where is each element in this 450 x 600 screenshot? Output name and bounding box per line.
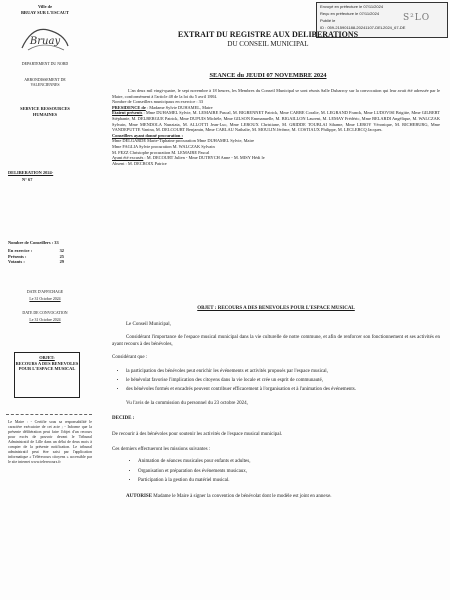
stamp-line-received: Reçu en préfecture le 07/11/2024 xyxy=(320,11,380,16)
objet-box-title: OBJET: xyxy=(39,355,55,360)
list-item: • Organisation et préparation des événements musicaux, xyxy=(138,469,440,475)
vu-avis: Vu l'avis de la commission du personnel du 23 octobre 2024, xyxy=(126,400,248,406)
arrondissement: ARRONDISSEMENT DE VALENCIENNES xyxy=(24,78,66,87)
list-item: • Participation à la gestion du matériel musical. xyxy=(138,478,440,484)
presents-line: Etaient présents : Mme DUHAMEL Sylvie, M. LEMAIRE Pascal, M. BIGRENNET Patrick, Mme CARRE Coralie, M. LEGRAND Franck, Mme LUDOVISI Brigitte, Mme GILBERT Stéphanie, M. DELBERGUE Patrick, Mme DUPUIS Michèle, Mme GILSON Emmanuelle, M. BIGAILLON Laurent, M. LEMAY Frédéric, Mme BELARDI Angélique, M. WALCZAK Sylvain, Mme MENDOLA Nunziata, M. ALLOTTI Jean-Luc, Mme LEROUX Christiane, M. GRIDDE TOUBLAI Sihame, Mme LEROY Véronique, M. RICHEBURG, Mme VANDEPUTTE Vanina, M. DELCOURT Benjamin, Mme CARLAU Nathalie, M. MOULIN Jérôme, M. COSTIAUX Philippe, M. LECLERCQ Jacques. xyxy=(112,110,440,133)
commune-logo xyxy=(18,22,72,56)
legal-notice: Le Maire : - Certifie sous sa responsabilité le caractère exécutoire de cet acte ; - Informe que la présente délibération peut faire l'objet d'un recours pour excès de pouvoir devant le Tribunal Administratif de Lille dans un délai de deux mois à compter de la présente notification. Le tribunal administratif peut être saisi par l'application informatique « Télérecours citoyens » accessible par le site internet www.telerecours.fr xyxy=(8,420,92,464)
deliberation-number: N° 67 xyxy=(22,177,33,182)
considerant-paragraph: Considérant l'importance de l'espace musical municipal dans la vie culturelle de notre commune, et afin de renforcer son fonctionnement et ses activités en ayant recours à des bénévoles, xyxy=(112,335,440,347)
missions-list xyxy=(112,459,440,484)
convocation-label: DATE DE CONVOCATION xyxy=(22,311,68,315)
affichage-date: Le 31 Octobre 2024 xyxy=(29,297,61,301)
considerant-que: Considérant que : xyxy=(112,355,148,361)
list-item: • des bénévoles formés et encadrés peuvent contribuer efficacement à l'organisation et à l'animation des événements. xyxy=(126,387,440,393)
logo-text: Bruay xyxy=(29,36,61,47)
service-name: SERVICE RESSOURCES HUMAINES xyxy=(20,106,70,117)
decide-heading: DECIDE : xyxy=(112,416,135,422)
commune-name: BRUAY SUR L'ESCAUT xyxy=(21,10,69,15)
absent-line: Absent : M. DECROIX Patrice xyxy=(112,160,167,166)
document-subtitle: DU CONSEIL MUNICIPAL xyxy=(227,40,309,48)
procuration-label: Conseillers ayant donné procuration : xyxy=(112,132,183,138)
stamp-line-id: ID : 059-215901188-20241107-DEL2024_67-DE xyxy=(320,25,406,30)
convocation-date: Le 31 Octobre 2024 xyxy=(29,318,61,322)
nombre-line: Nombre de Conseillers municipaux en exercice : 33 xyxy=(112,99,204,105)
objet-box xyxy=(14,352,80,398)
deliberation-label: DELIBERATION 2024- xyxy=(8,170,54,175)
presidence-line: PRESIDENCE de : Madame Sylvie DUHAMEL, Maire xyxy=(112,104,213,110)
handwritten-annotation: S²LO xyxy=(403,13,431,23)
stamp-line-published: Publié le xyxy=(320,18,336,23)
le-conseil: Le Conseil Municipal, xyxy=(126,322,171,327)
autorise-paragraph: AUTORISE Madame le Maire à signer la convention de bénévolat dont le modèle est joint en annexe. xyxy=(126,493,332,499)
objet-heading: OBJET : RECOURS A DES BENEVOLES POUR L'ESPACE MUSICAL xyxy=(197,306,355,311)
stamp-line-sent: Envoyé en préfecture le 07/11/2024 xyxy=(320,4,384,9)
list-item: • le bénévolat favorise l'implication des citoyens dans la vie locale et crée un esprit de communauté, xyxy=(126,378,440,384)
missions-intro: Ces derniers effectueront les missions suivantes : xyxy=(112,447,211,453)
intro-paragraph: L'an deux mil vingt-quatre, le sept novembre à 18 heures, les Membres du Conseil Municipal se sont réunis Salle Dubarroy sur la convocation qui leur avait été adressée par le Maire, conformément à l'article 48 de la loi du 5 avril 1884. xyxy=(112,88,440,99)
seance-date: SEANCE du JEUDI 07 NOVEMBRE 2024 xyxy=(209,72,327,79)
count-row-presents: Présents : 25 xyxy=(8,253,64,259)
counts-table xyxy=(8,248,64,265)
deliberation-body xyxy=(112,322,440,500)
departement: DEPARTEMENT DU NORD xyxy=(21,62,69,66)
procuration-line-1: Mme DELGARDE Marie-Tiphaine procuration Mme DUHAMEL Sylvie, Maire xyxy=(112,138,255,144)
ville-de-label: Ville de xyxy=(37,4,53,9)
document-title: EXTRAIT DU REGISTRE AUX DELIBERATIONS xyxy=(177,30,359,39)
decide-paragraph: De recourir à des bénévoles pour soutenir les activités de l'espace musical municipal. xyxy=(112,431,283,437)
count-row-votants: Votants : 29 xyxy=(8,259,64,265)
procuration-line-3: M. FEZZ Christophe procuration M. LEMAIRE Pascal xyxy=(112,149,210,155)
list-item: • la participation des bénévoles peut enrichir les événements et activités proposés par l'espace musical, xyxy=(126,369,440,375)
session-details xyxy=(112,88,440,166)
objet-box-text: RECOURS A DES BENEVOLES POUR L'ESPACE MUSICAL xyxy=(15,360,79,372)
list-item: • Animation de séances musicales pour enfants et adultes, xyxy=(138,459,440,465)
count-row-exercice: En exercice : 32 xyxy=(8,248,64,253)
counts-title: Nombre de Conseillers : 33 xyxy=(8,240,59,245)
considerant-list xyxy=(112,369,440,394)
affichage-label: DATE D'AFFICHAGE xyxy=(26,290,64,294)
procuration-line-2: Mme FAGLIA Sylvie procuration M. WALCZAK Sylvain xyxy=(112,143,215,149)
excuses-line: Ayant été excusés : M. DECOURT Julien - Mme DUTRYCH Anne - M. MISY Hédi le xyxy=(112,155,265,161)
left-divider xyxy=(6,414,92,415)
